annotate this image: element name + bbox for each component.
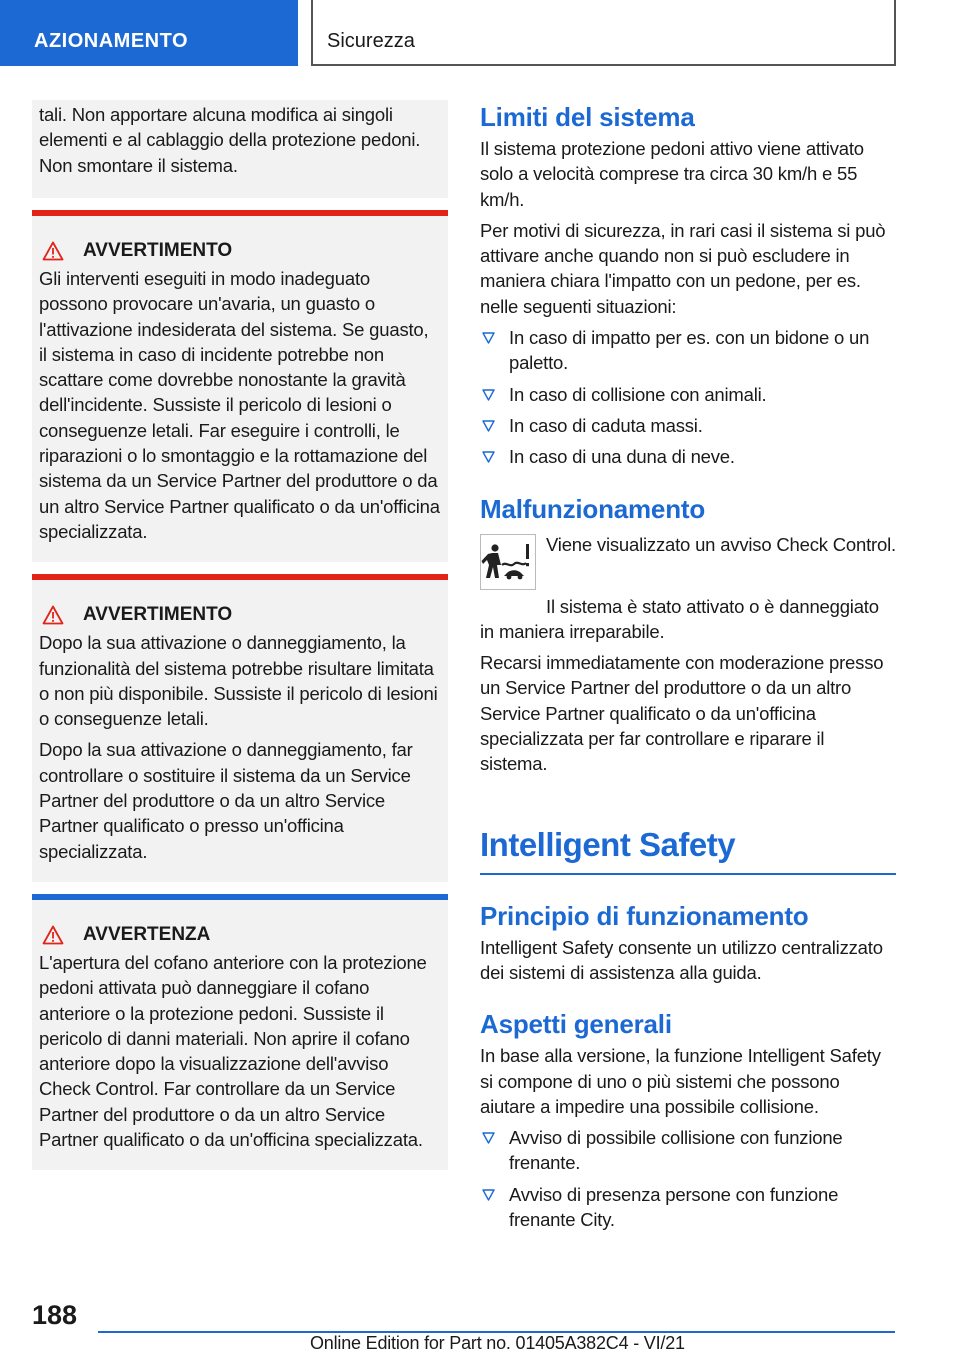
general-heading: Aspetti generali [480, 1009, 672, 1040]
list-item: Avviso di possibile collisione con funzione frenante. [480, 1125, 896, 1176]
intelligent-safety-heading: Intelligent Safety [480, 823, 896, 875]
continued-text: tali. Non apportare alcuna modifica ai singoli elementi e al cablaggio della protezione pedoni. Non smontare il sistema. [39, 104, 421, 176]
continued-warning-box [32, 100, 448, 198]
principle-text: Intelligent Safety consente un utilizzo centralizzato dei sistemi di assistenza alla guida. [480, 936, 883, 983]
list-item: Avviso di presenza persone con funzione frenante City. [480, 1182, 896, 1233]
list-item: In caso di caduta massi. [480, 413, 896, 438]
bullet-triangle-icon [482, 389, 495, 401]
bullet-triangle-icon [482, 1189, 495, 1201]
warning-text-1: Gli interventi eseguiti in modo inadeguato possono provocare un'avaria, un guasto o l'attivazione indesiderata del sistema. Se guasto, il sistema in caso di incidente potrebbe non scattare come dovrebbe nonostante la gravità dell'incidente. Sussiste il pericolo di lesioni o conseguenze letali. Far eseguire i controlli, le riparazioni o lo smontaggio e la rottamazione del sistema da un Service Partner del produttore o da un altro Service Partner qualificato o da un'officina specializzata. [39, 268, 440, 542]
limits-paragraph-2: Per motivi di sicurezza, in rari casi il sistema si può attivare anche quando non si può escludere in maniera chiara l'impatto con un pedone, per es. nelle seguenti situazioni: [480, 219, 886, 317]
malfunction-paragraph-1: Viene visualizzato un avviso Check Control. [546, 533, 896, 555]
page-number: 188 [32, 1300, 78, 1330]
warning-triangle-icon [42, 925, 64, 945]
warning-text-2a: Dopo la sua attivazione o danneggiamento, la funzionalità del sistema potrebbe risultare limitata o non più disponibile. Sussiste il pericolo di lesioni o conseguenze letali. [39, 632, 438, 730]
bullet-triangle-icon [482, 332, 495, 344]
warning-box-2 [32, 574, 448, 882]
list-item: In caso di collisione con animali. [480, 382, 896, 407]
edition-info: Online Edition for Part no. 01405A382C4 - VI/21 [310, 1333, 685, 1353]
chapter-box [311, 0, 896, 66]
bullet-triangle-icon [482, 1132, 495, 1144]
malfunction-paragraph-3: Recarsi immediatamente con moderazione presso un Service Partner del produttore o da un altro Service Partner qualificato o da un'officina specializzata per far controllare e riparare il sistema. [480, 652, 884, 775]
general-text: In base alla versione, la funzione Intelligent Safety si compone di uno o più sistemi che possono aiutare a impedire una possibile collisione. [480, 1045, 881, 1117]
malfunction-indicator-row [480, 532, 896, 590]
warning-text-2b: Dopo la sua attivazione o danneggiamento, far controllare o sostituire il sistema da un Service Partner del produttore o da un altro Service Partner qualificato o presso un'officina specializzata. [39, 739, 413, 862]
warning-triangle-icon [42, 605, 64, 625]
notice-title: AVVERTENZA [39, 922, 440, 948]
chapter-title: Sicurezza [327, 30, 415, 52]
intelligent-safety-list [480, 1125, 896, 1232]
principle-heading: Principio di funzionamento [480, 900, 809, 931]
pedestrian-protection-warning-icon [480, 534, 536, 590]
section-tab [0, 0, 298, 66]
notice-box [32, 894, 448, 1170]
warning-title-1: AVVERTIMENTO [39, 238, 440, 264]
warning-triangle-icon [42, 241, 64, 261]
notice-text: L'apertura del cofano anteriore con la protezione pedoni attivata può danneggiare il cofano anteriore o la protezione pedoni. Sussiste il pericolo di danni materiali. Non aprire il cofano anteriore dopo la visualizzazione dell'avviso Check Control. Far controllare da un Service Partner del produttore o da un altro Service Partner qualificato o da un'officina specializzata. [39, 951, 427, 1151]
warning-title-2: AVVERTIMENTO [39, 602, 440, 628]
bullet-triangle-icon [482, 451, 495, 463]
limits-list [480, 325, 896, 469]
section-title: AZIONAMENTO [34, 30, 189, 52]
left-column [32, 100, 448, 1170]
list-item: In caso di una duna di neve. [480, 444, 896, 469]
warning-box-1 [32, 210, 448, 562]
limits-paragraph-1: Il sistema protezione pedoni attivo viene attivato solo a velocità comprese tra circa 30 km/h e 55 km/h. [480, 138, 864, 210]
list-item: In caso di impatto per es. con un bidone o un paletto. [480, 325, 896, 376]
malfunction-heading: Malfunzionamento [480, 493, 706, 524]
bullet-triangle-icon [482, 420, 495, 432]
limits-heading: Limiti del sistema [480, 102, 695, 132]
right-column [480, 100, 896, 1232]
malfunction-paragraph-2: Il sistema è stato attivato o è danneggiato in maniera irreparabile. [480, 595, 879, 642]
